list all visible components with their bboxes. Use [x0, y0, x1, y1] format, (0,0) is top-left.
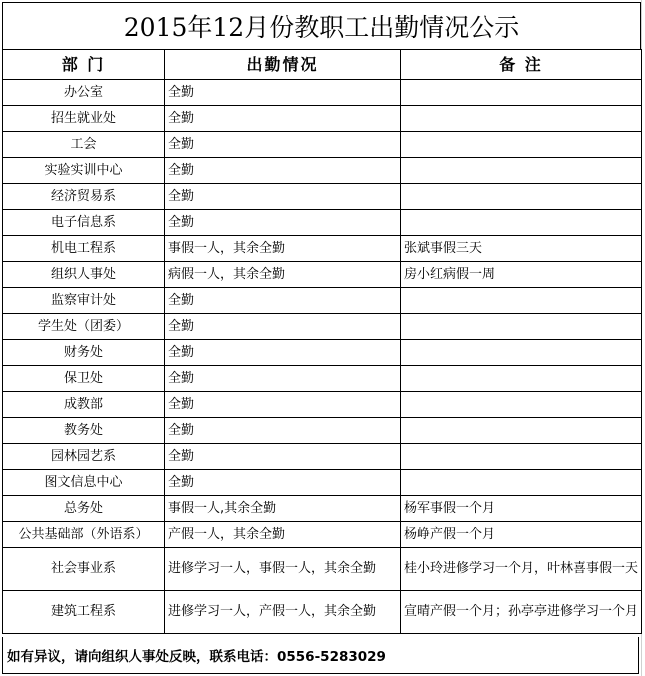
header-remarks[interactable]: 备 注	[401, 50, 642, 80]
dept-cell[interactable]: 保卫处	[3, 366, 165, 392]
remarks-cell[interactable]	[401, 392, 642, 418]
table-row	[3, 184, 642, 210]
dept-cell[interactable]: 公共基础部（外语系）	[3, 522, 165, 548]
attendance-cell[interactable]: 全勤	[165, 340, 401, 366]
attendance-cell[interactable]: 全勤	[165, 470, 401, 496]
remarks-cell[interactable]	[401, 132, 642, 158]
dept-cell[interactable]: 图文信息中心	[3, 470, 165, 496]
remarks-cell[interactable]	[401, 80, 642, 106]
table-row	[3, 522, 642, 548]
remarks-cell[interactable]: 张斌事假三天	[401, 236, 642, 262]
dept-cell[interactable]: 机电工程系	[3, 236, 165, 262]
remarks-cell[interactable]	[401, 366, 642, 392]
table-row	[3, 262, 642, 288]
remarks-cell[interactable]	[401, 418, 642, 444]
table-row	[3, 132, 642, 158]
dept-cell[interactable]: 经济贸易系	[3, 184, 165, 210]
attendance-cell[interactable]: 事假一人，其余全勤	[165, 236, 401, 262]
dept-cell[interactable]: 实验实训中心	[3, 158, 165, 184]
remarks-cell[interactable]: 杨军事假一个月	[401, 496, 642, 522]
table-row	[3, 340, 642, 366]
attendance-cell[interactable]: 病假一人，其余全勤	[165, 262, 401, 288]
dept-cell[interactable]: 总务处	[3, 496, 165, 522]
table-row	[3, 418, 642, 444]
attendance-cell[interactable]: 全勤	[165, 418, 401, 444]
table-row	[3, 366, 642, 392]
table-row	[3, 548, 642, 591]
header-attendance[interactable]: 出勤情况	[165, 50, 401, 80]
attendance-cell[interactable]: 全勤	[165, 184, 401, 210]
dept-cell[interactable]: 社会事业系	[3, 548, 165, 591]
table-row	[3, 80, 642, 106]
table-row	[3, 158, 642, 184]
attendance-cell[interactable]: 全勤	[165, 392, 401, 418]
remarks-cell[interactable]: 桂小玲进修学习一个月，叶林喜事假一天	[401, 548, 642, 591]
sheet-title: 2015年12月份教职工出勤情况公示	[2, 2, 641, 49]
attendance-cell[interactable]: 全勤	[165, 210, 401, 236]
remarks-cell[interactable]	[401, 106, 642, 132]
table-row	[3, 470, 642, 496]
table-row	[3, 106, 642, 132]
remarks-cell[interactable]	[401, 470, 642, 496]
dept-cell[interactable]: 建筑工程系	[3, 591, 165, 634]
attendance-table	[2, 49, 642, 634]
remarks-cell[interactable]	[401, 210, 642, 236]
remarks-cell[interactable]	[401, 158, 642, 184]
table-row	[3, 392, 642, 418]
attendance-cell[interactable]: 全勤	[165, 106, 401, 132]
attendance-cell[interactable]: 全勤	[165, 80, 401, 106]
remarks-cell[interactable]: 杨峥产假一个月	[401, 522, 642, 548]
attendance-cell[interactable]: 全勤	[165, 444, 401, 470]
table-row	[3, 496, 642, 522]
dept-cell[interactable]: 招生就业处	[3, 106, 165, 132]
attendance-cell[interactable]: 全勤	[165, 288, 401, 314]
remarks-cell[interactable]	[401, 340, 642, 366]
attendance-cell[interactable]: 进修学习一人，事假一人，其余全勤	[165, 548, 401, 591]
remarks-cell[interactable]	[401, 184, 642, 210]
remarks-cell[interactable]	[401, 314, 642, 340]
attendance-cell[interactable]: 全勤	[165, 366, 401, 392]
table-row	[3, 314, 642, 340]
attendance-cell[interactable]: 进修学习一人，产假一人，其余全勤	[165, 591, 401, 634]
header-row	[3, 50, 642, 80]
contact-notice: 如有异议，请向组织人事处反映，联系电话：0556-5283029	[2, 637, 639, 674]
table-row	[3, 288, 642, 314]
dept-cell[interactable]: 组织人事处	[3, 262, 165, 288]
table-row	[3, 210, 642, 236]
dept-cell[interactable]: 教务处	[3, 418, 165, 444]
attendance-cell[interactable]: 全勤	[165, 132, 401, 158]
attendance-cell[interactable]: 产假一人，其余全勤	[165, 522, 401, 548]
attendance-cell[interactable]: 事假一人,其余全勤	[165, 496, 401, 522]
remarks-cell[interactable]	[401, 288, 642, 314]
dept-cell[interactable]: 工会	[3, 132, 165, 158]
dept-cell[interactable]: 学生处（团委）	[3, 314, 165, 340]
table-row	[3, 591, 642, 634]
remarks-cell[interactable]	[401, 444, 642, 470]
dept-cell[interactable]: 办公室	[3, 80, 165, 106]
attendance-cell[interactable]: 全勤	[165, 158, 401, 184]
header-dept[interactable]: 部 门	[3, 50, 165, 80]
attendance-cell[interactable]: 全勤	[165, 314, 401, 340]
table-row	[3, 444, 642, 470]
dept-cell[interactable]: 园林园艺系	[3, 444, 165, 470]
remarks-cell[interactable]: 宣晴产假一个月；孙亭亭进修学习一个月	[401, 591, 642, 634]
dept-cell[interactable]: 成教部	[3, 392, 165, 418]
table-row	[3, 236, 642, 262]
remarks-cell[interactable]: 房小红病假一周	[401, 262, 642, 288]
dept-cell[interactable]: 财务处	[3, 340, 165, 366]
dept-cell[interactable]: 电子信息系	[3, 210, 165, 236]
dept-cell[interactable]: 监察审计处	[3, 288, 165, 314]
